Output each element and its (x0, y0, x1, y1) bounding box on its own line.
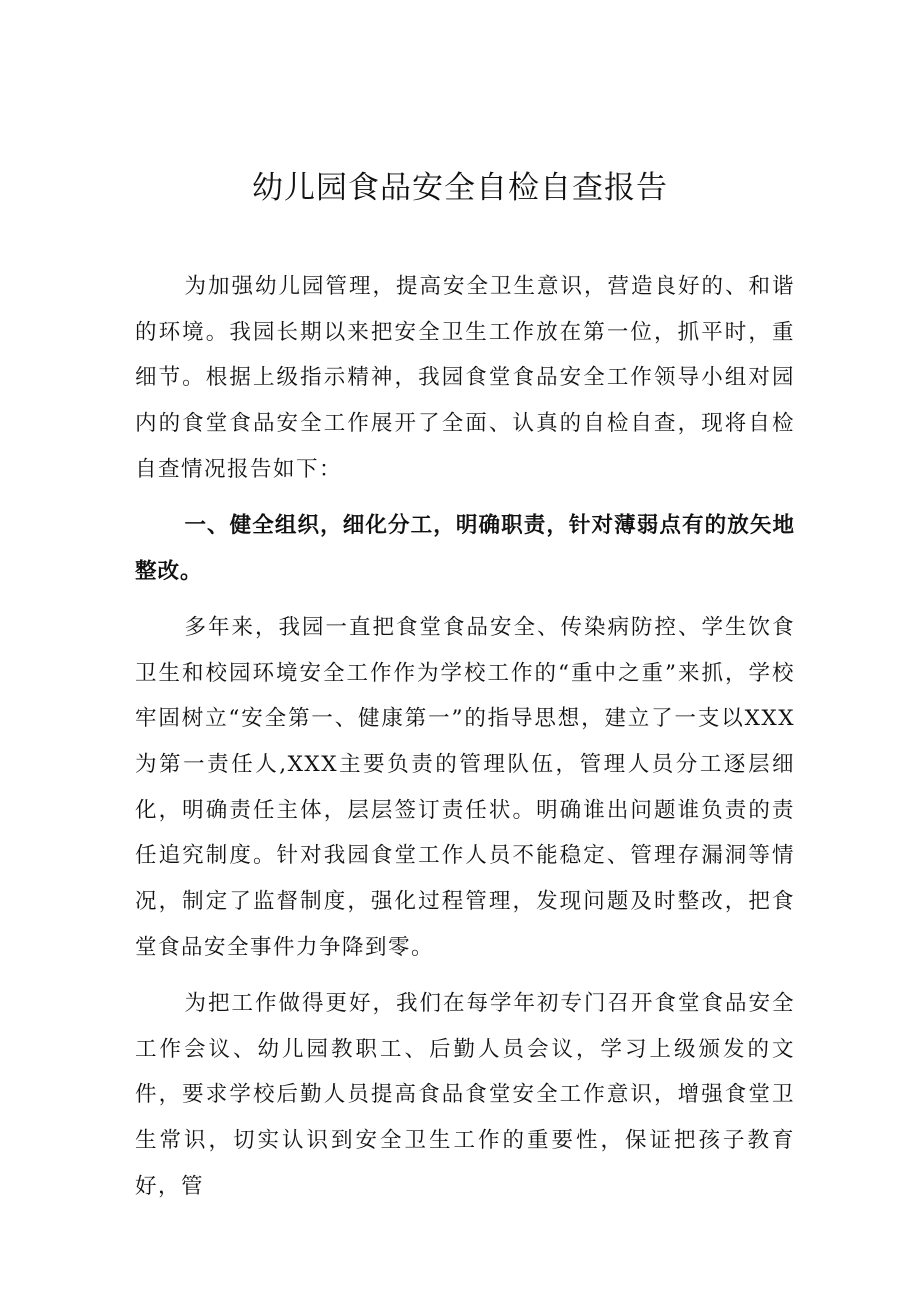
paragraph-section1-continued: 为把工作做得更好，我们在每学年初专门召开食堂食品安全工作会议、幼儿园教职工、后勤人员会议，学习上级颁发的文件，要求学校后勤人员提高食品食堂安全工作意识，增强食堂卫生常识，切实认识到安全卫生工作的重要性，保证把孩子教育好，管 (135, 991, 795, 1199)
document-body (135, 264, 795, 1220)
paragraph-intro: 为加强幼儿园管理，提高安全卫生意识，营造良好的、和谐的环境。我园长期以来把安全卫生工作放在第一位，抓平时，重细节。根据上级指示精神，我园食堂食品安全工作领导小组对园内的食堂食品安全工作展开了全面、认真的自检自查，现将自检自查情况报告如下： (135, 274, 795, 482)
document-title: 幼儿园食品安全自检自查报告 (252, 170, 668, 206)
section-heading-1: 一、健全组织，细化分工，明确职责，针对薄弱点有的放矢地整改。 (135, 513, 795, 584)
paragraph-section1-body: 多年来，我园一直把食堂食品安全、传染病防控、学生饮食卫生和校园环境安全工作作为学校工作的“重中之重”来抓，学校牢固树立“安全第一、健康第一”的指导思想，建立了一支以XXX为第一责任人,XXX主要负责的管理队伍，管理人员分工逐层细化，明确责任主体，层层签订责任状。明确谁出问题谁负责的责任追究制度。针对我园食堂工作人员不能稳定、管理存漏洞等情况，制定了监督制度，强化过程管理，发现问题及时整改，把食堂食品安全事件力争降到零。 (135, 614, 795, 960)
